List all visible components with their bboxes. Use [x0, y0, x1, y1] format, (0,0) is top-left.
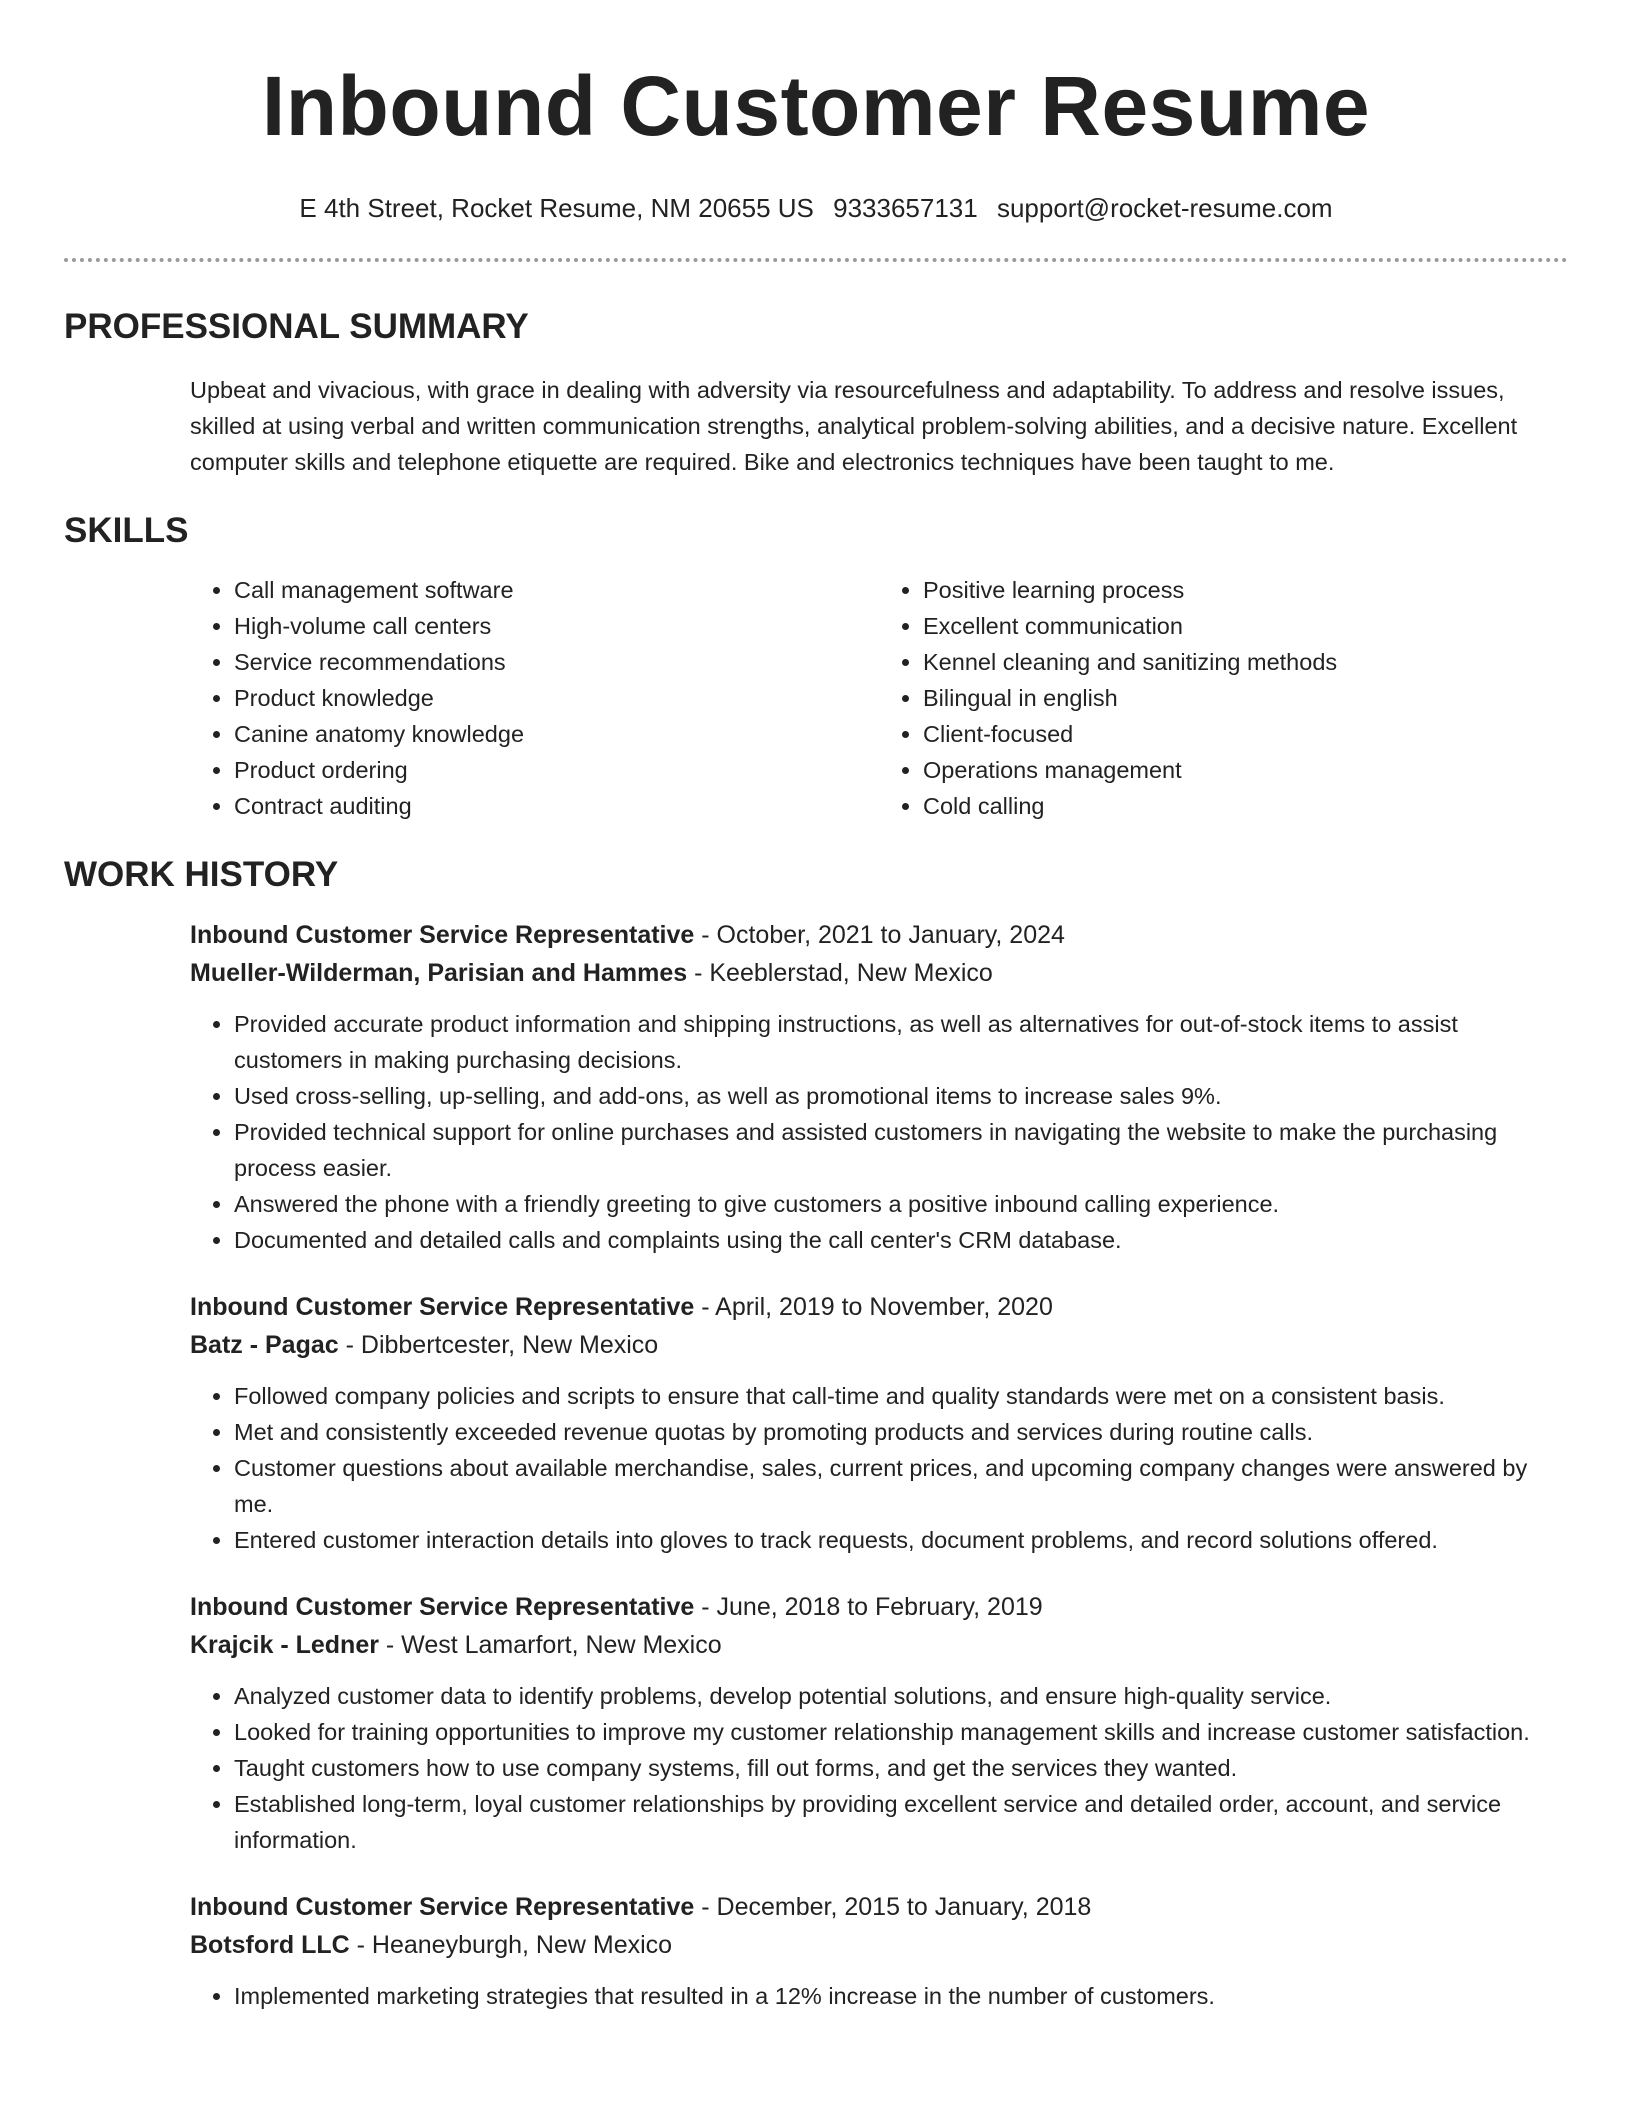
skill-item: • Client-focused — [923, 716, 1568, 752]
job-company: Mueller-Wilderman, Parisian and Hammes — [190, 959, 688, 987]
job-bullet: • Answered the phone with a friendly greeting to give customers a positive inbound calling experience. — [234, 1186, 1568, 1222]
job-company: Botsford LLC — [190, 1931, 350, 1959]
skills-list — [190, 572, 1568, 824]
skill-item: • Product knowledge — [234, 680, 879, 716]
job-bullets — [190, 1378, 1568, 1558]
job-company-line — [190, 1326, 1568, 1364]
work-heading: WORK HISTORY — [64, 855, 339, 894]
job-role: Inbound Customer Service Representative — [190, 1293, 695, 1321]
contact-address: E 4th Street, Rocket Resume, NM 20655 US — [299, 193, 814, 223]
contact-phone: 9333657131 — [833, 193, 978, 223]
job-bullet: • Looked for training opportunities to improve my customer relationship management skills and increase customer satisfaction. — [234, 1714, 1568, 1750]
job-bullet: • Provided technical support for online purchases and assisted customers in navigating the website to make the purchasing process easier. — [234, 1114, 1568, 1186]
job-bullets — [190, 1006, 1568, 1258]
job-role: Inbound Customer Service Representative — [190, 1593, 695, 1621]
skill-item: • Kennel cleaning and sanitizing methods — [923, 644, 1568, 680]
job-location: - Keeblerstad, New Mexico — [687, 959, 993, 987]
job-role: Inbound Customer Service Representative — [190, 921, 695, 949]
job-company: Krajcik - Ledner — [190, 1631, 379, 1659]
job-dates: - October, 2021 to January, 2024 — [694, 921, 1065, 949]
skills-column-right — [879, 572, 1568, 824]
job-entry — [190, 1588, 1568, 1858]
skill-item: • Call management software — [234, 572, 879, 608]
summary-text: Upbeat and vivacious, with grace in dealing with adversity via resourcefulness and adaptability. To address and resolve issues, skilled at using verbal and written communication strengths, analytical problem-solving abilities, and a decisive nature. Excellent computer skills and telephone etiquette are required. Bike and electronics techniques have been taught to me. — [190, 377, 1518, 475]
job-bullet: • Implemented marketing strategies that resulted in a 12% increase in the number of customers. — [234, 1978, 1568, 2014]
job-title-line — [190, 916, 1568, 954]
job-bullets — [190, 1978, 1568, 2014]
skill-item: • Excellent communication — [923, 608, 1568, 644]
summary-heading: PROFESSIONAL SUMMARY — [64, 307, 529, 346]
job-company-line — [190, 954, 1568, 992]
job-company-line — [190, 1926, 1568, 1964]
job-bullet: • Followed company policies and scripts to ensure that call-time and quality standards were met on a consistent basis. — [234, 1378, 1568, 1414]
job-company: Batz - Pagac — [190, 1331, 339, 1359]
job-bullet: • Met and consistently exceeded revenue quotas by promoting products and services during routine calls. — [234, 1414, 1568, 1450]
header-divider — [64, 258, 1568, 262]
skill-item: • Service recommendations — [234, 644, 879, 680]
work-history — [190, 916, 1568, 2014]
job-title-line — [190, 1888, 1568, 1926]
job-bullet: • Established long-term, loyal customer relationships by providing excellent service and detailed order, account, and service information. — [234, 1786, 1568, 1858]
job-title-line — [190, 1288, 1568, 1326]
job-dates: - April, 2019 to November, 2020 — [694, 1293, 1053, 1321]
job-location: - West Lamarfort, New Mexico — [378, 1631, 722, 1659]
skill-item: • High-volume call centers — [234, 608, 879, 644]
contact-email: support@rocket-resume.com — [996, 193, 1333, 223]
job-entry — [190, 1888, 1568, 2014]
job-dates: - December, 2015 to January, 2018 — [694, 1893, 1092, 1921]
job-entry — [190, 916, 1568, 1258]
job-bullet: • Provided accurate product information and shipping instructions, as well as alternatives for out-of-stock items to assist customers in making purchasing decisions. — [234, 1006, 1568, 1078]
skill-item: • Canine anatomy knowledge — [234, 716, 879, 752]
job-entry — [190, 1288, 1568, 1558]
job-location: - Dibbertcester, New Mexico — [338, 1331, 659, 1359]
skills-heading: SKILLS — [64, 511, 189, 550]
contact-line — [0, 192, 1632, 224]
job-bullets — [190, 1678, 1568, 1858]
job-dates: - June, 2018 to February, 2019 — [694, 1593, 1043, 1621]
skills-column-left — [190, 572, 879, 824]
job-role: Inbound Customer Service Representative — [190, 1893, 695, 1921]
job-title-line — [190, 1588, 1568, 1626]
skill-item: • Product ordering — [234, 752, 879, 788]
skill-item: • Positive learning process — [923, 572, 1568, 608]
job-bullet: • Analyzed customer data to identify problems, develop potential solutions, and ensure high-quality service. — [234, 1678, 1568, 1714]
job-bullet: • Taught customers how to use company systems, fill out forms, and get the services they wanted. — [234, 1750, 1568, 1786]
skill-item: • Cold calling — [923, 788, 1568, 824]
skill-item: • Contract auditing — [234, 788, 879, 824]
job-location: - Heaneyburgh, New Mexico — [349, 1931, 673, 1959]
job-bullet: • Used cross-selling, up-selling, and add-ons, as well as promotional items to increase sales 9%. — [234, 1078, 1568, 1114]
job-company-line — [190, 1626, 1568, 1664]
job-bullet: • Entered customer interaction details into gloves to track requests, document problems, and record solutions offered. — [234, 1522, 1568, 1558]
skill-item: • Bilingual in english — [923, 680, 1568, 716]
job-bullet: • Customer questions about available merchandise, sales, current prices, and upcoming company changes were answered by me. — [234, 1450, 1568, 1522]
resume-title: Inbound Customer Resume — [261, 59, 1371, 153]
skill-item: • Operations management — [923, 752, 1568, 788]
job-bullet: • Documented and detailed calls and complaints using the call center's CRM database. — [234, 1222, 1568, 1258]
